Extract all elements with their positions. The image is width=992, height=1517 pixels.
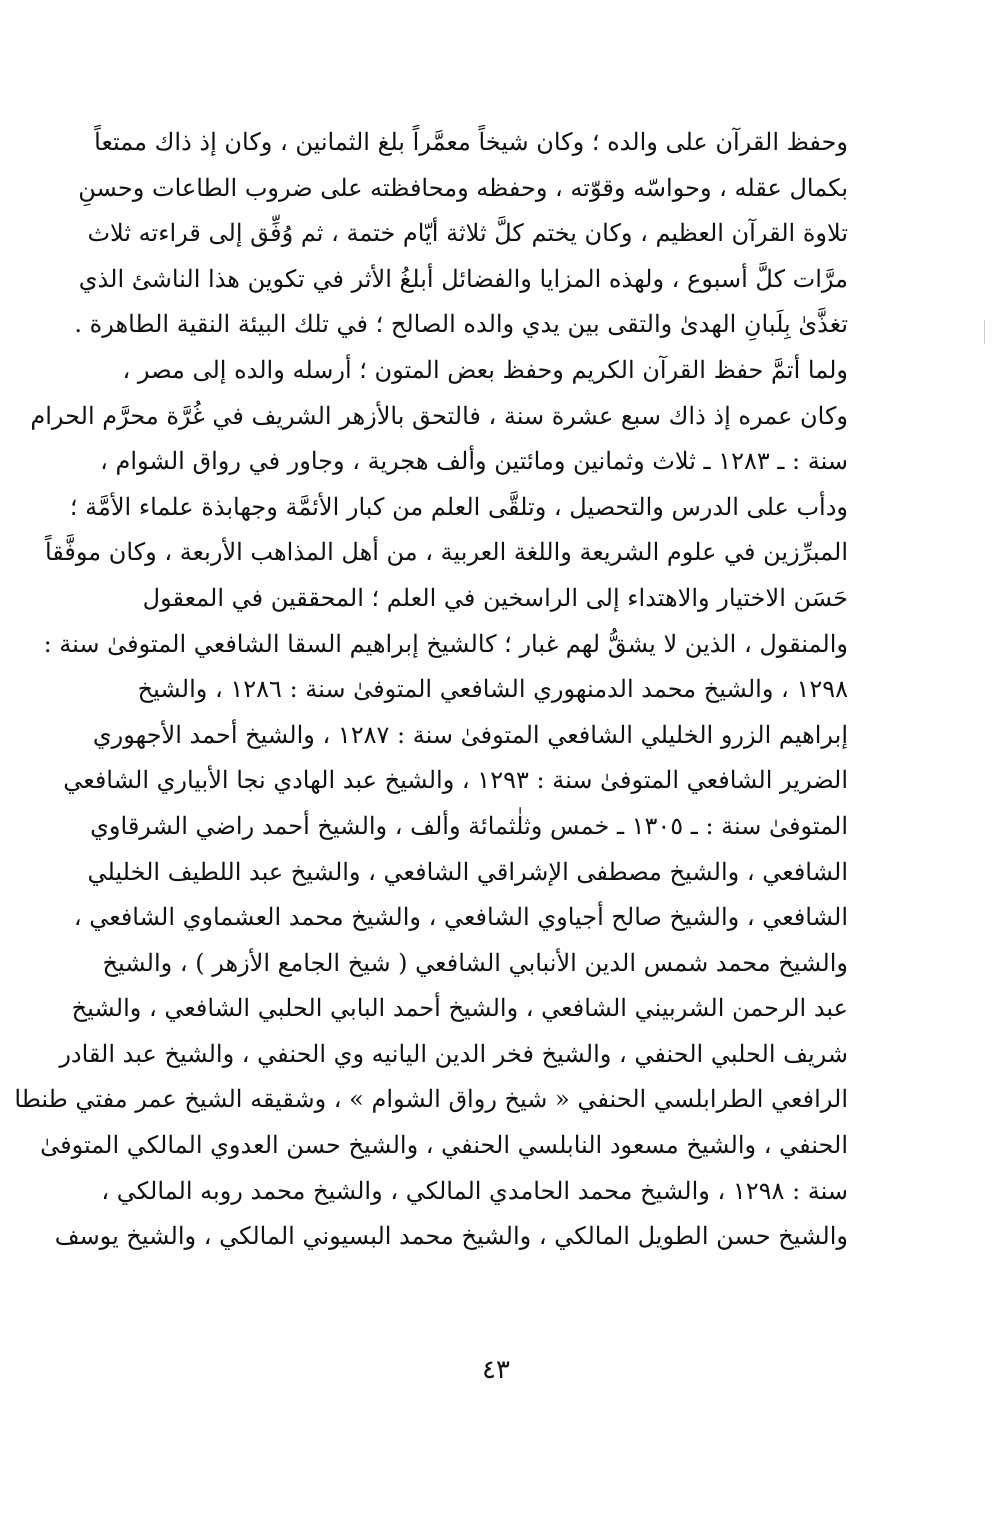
text-line-13: ١٢٩٨ ، والشيخ محمد الدمنهوري الشافعي المتوفىٰ سنة : ١٢٨٦ ، والشيخ <box>137 675 848 704</box>
text-line-18: الشافعي ، والشيخ صالح أجياوي الشافعي ، والشيخ محمد العشماوي الشافعي ، <box>73 903 848 932</box>
text-line-10: المبرِّزين في علوم الشريعة واللغة العربية ، من أهل المذاهب الأربعة ، وكان موفَّقاً <box>44 538 848 567</box>
text-line-14: إبراهيم الزرو الخليلي الشافعي المتوفىٰ سنة : ١٢٨٧ ، والشيخ أحمد الأجهوري <box>92 720 848 749</box>
text-line-2: بكمال عقله ، وحواسّه وقوّته ، وحفظه ومحافظته على ضروب الطاعات وحسنِ <box>78 173 848 202</box>
text-line-4: مرَّات كلَّ أسبوع ، ولهذه المزايا والفضائل أبلغُ الأثر في تكوين هذا الناشئ الذي <box>78 264 848 293</box>
text-line-11: حَسَن الاختيار والاهتداء إلى الراسخين في العلم ؛ المحققين في المعقول <box>142 583 848 612</box>
text-line-7: وكان عمره إذ ذاك سبع عشرة سنة ، فالتحق بالأزهر الشريف في غُرَّة محرَّم الحرام <box>30 401 848 430</box>
body-text <box>14 120 848 1260</box>
text-line-23: الحنفي ، والشيخ مسعود النابلسي الحنفي ، والشيخ حسن العدوي المالكي المتوفىٰ <box>40 1131 848 1160</box>
text-line-17: الشافعي ، والشيخ مصطفى الإشراقي الشافعي ، والشيخ عبد اللطيف الخليلي <box>87 857 848 886</box>
text-line-24: سنة : ١٢٩٨ ، والشيخ محمد الحامدي المالكي ، والشيخ محمد روبه المالكي ، <box>101 1176 848 1205</box>
text-line-19: والشيخ محمد شمس الدين الأنبابي الشافعي ( شيخ الجامع الأزهر ) ، والشيخ <box>102 948 848 977</box>
margin-mark <box>984 320 985 344</box>
text-line-12: والمنقول ، الذين لا يشقُّ لهم غبار ؛ كالشيخ إبراهيم السقا الشافعي المتوفىٰ سنة : <box>43 629 848 658</box>
text-line-16: المتوفىٰ سنة : ـ ١٣٠٥ ـ خمس وثلٰثمائة وألف ، والشيخ أحمد راضي الشرقاوي <box>90 811 848 840</box>
text-line-21: شريف الحلبي الحنفي ، والشيخ فخر الدين اليانيه وي الحنفي ، والشيخ عبد القادر <box>59 1039 848 1068</box>
text-line-6: ولما أتمَّ حفظ القرآن الكريم وحفظ بعض المتون ؛ أرسله والده إلى مصر ، <box>122 355 848 384</box>
text-line-5: تغذَّىٰ بِلَبانِ الهدىٰ والتقى بين يدي والده الصالح ؛ في تلك البيئة النقية الطاهرة . <box>74 310 848 339</box>
text-line-15: الضرير الشافعي المتوفىٰ سنة : ١٢٩٣ ، والشيخ عبد الهادي نجا الأبياري الشافعي <box>63 766 848 795</box>
text-line-3: تلاوة القرآن العظيم ، وكان يختم كلَّ ثلاثة أيّام ختمة ، ثم وُفِّق إلى قراءته ثلاث <box>87 219 848 248</box>
text-line-25: والشيخ حسن الطويل المالكي ، والشيخ محمد البسيوني المالكي ، والشيخ يوسف <box>54 1222 848 1251</box>
text-line-20: عبد الرحمن الشربيني الشافعي ، والشيخ أحمد البابي الحلبي الشافعي ، والشيخ <box>71 994 848 1023</box>
page-number: ٤٣ <box>482 1355 510 1385</box>
text-line-9: ودأب على الدرس والتحصيل ، وتلقَّى العلم من كبار الأئمَّة وجهابذة علماء الأمَّة ؛ <box>69 492 848 521</box>
text-line-22: الرافعي الطرابلسي الحنفي « شيخ رواق الشوام » ، وشقيقه الشيخ عمر مفتي طنطا <box>14 1085 848 1114</box>
text-line-8: سنة : ـ ١٢٨٣ ـ ثلاث وثمانين ومائتين وألف هجرية ، وجاور في رواق الشوام ، <box>100 447 848 476</box>
text-line-1: وحفظ القرآن على والده ؛ وكان شيخاً معمَّراً بلغ الثمانين ، وكان إذ ذاك ممتعاً <box>94 128 848 156</box>
